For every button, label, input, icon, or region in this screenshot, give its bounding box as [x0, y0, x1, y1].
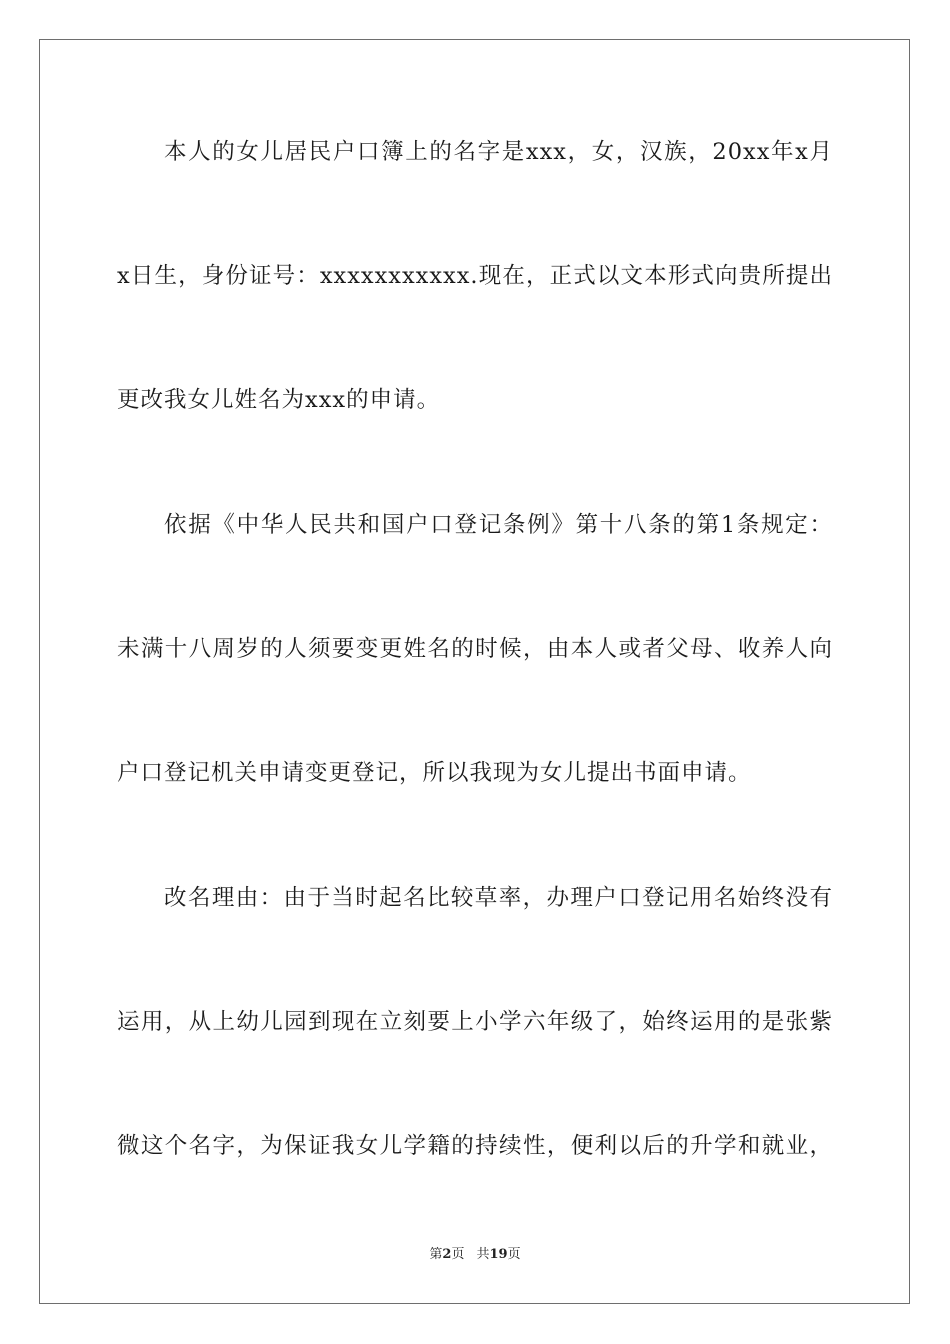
total-pages: 19	[489, 1247, 508, 1262]
page-suffix: 页	[451, 1247, 465, 1262]
total-suffix: 页	[507, 1247, 521, 1262]
paragraph-2-line-1: 依据《中华人民共和国户口登记条例》第十八条的第1条规定：	[164, 512, 833, 538]
paragraph-2-line-2: 未满十八周岁的人须要变更姓名的时候，由本人或者父母、收养人向	[117, 636, 833, 662]
paragraph-3-line-2: 运用，从上幼儿园到现在立刻要上小学六年级了，始终运用的是张紫	[117, 1009, 833, 1035]
paragraph-3-line-1: 改名理由：由于当时起名比较草率，办理户口登记用名始终没有	[164, 885, 833, 911]
page-footer	[0, 1246, 950, 1264]
paragraph-1-line-2: x日生，身份证号：xxxxxxxxxxx.现在，正式以文本形式向贵所提出	[117, 263, 833, 289]
paragraph-1-line-1: 本人的女儿居民户口簿上的名字是xxx，女，汉族，20xx年x月	[164, 139, 833, 165]
page-number: 2	[442, 1247, 452, 1262]
total-prefix: 共	[476, 1247, 490, 1262]
paragraph-3-line-3: 微这个名字，为保证我女儿学籍的持续性，便利以后的升学和就业，	[117, 1133, 833, 1159]
page-prefix: 第	[429, 1247, 443, 1262]
paragraph-2-line-3: 户口登记机关申请变更登记，所以我现为女儿提出书面申请。	[117, 760, 752, 786]
page-border	[39, 39, 910, 1304]
paragraph-1-line-3: 更改我女儿姓名为xxx的申请。	[117, 387, 441, 413]
